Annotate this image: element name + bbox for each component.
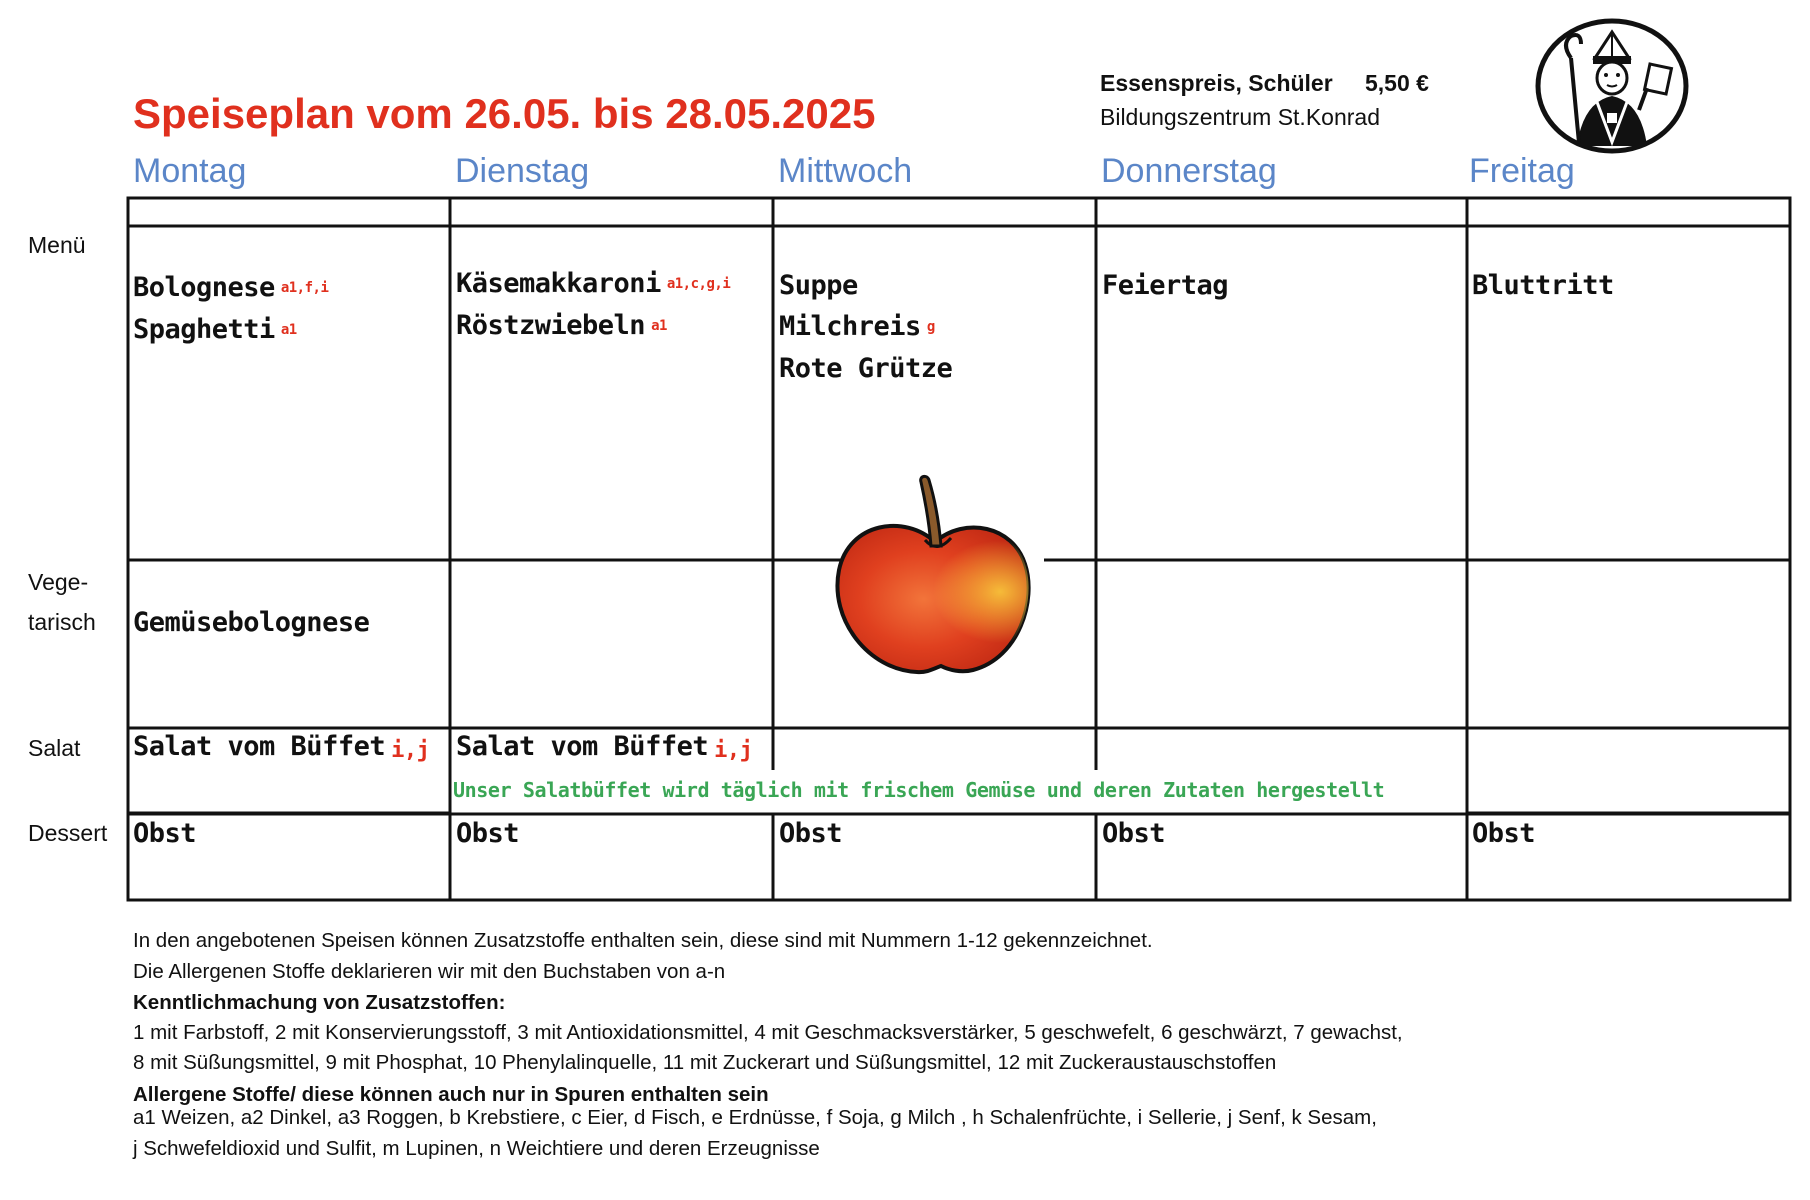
day-header-thursday: Donnerstag [1101, 152, 1277, 190]
dessert-tue: Obst [456, 818, 520, 849]
dessert-mon: Obst [133, 818, 197, 849]
dish-name: Milchreis [779, 311, 921, 342]
footer-line-7: a1 Weizen, a2 Dinkel, a3 Roggen, b Krebstiere, c Eier, d Fisch, e Erdnüsse, f Soja, g Milch , h Schalenfrüchte, i Sellerie, j Senf, k Sesam, [133, 1106, 1377, 1129]
menu-tue-item-2 [456, 310, 667, 341]
page-title: Speiseplan vom 26.05. bis 28.05.2025 [133, 90, 876, 137]
dish-name: Käsemakkaroni [456, 268, 661, 299]
salad-buffet-note: Unser Salatbüffet wird täglich mit frischem Gemüse und deren Zutaten hergestellt [453, 778, 1385, 802]
apple-illustration [825, 470, 1045, 680]
dish-name: Salat vom Büffet [456, 731, 709, 762]
allergen-tag: a1 [280, 322, 297, 338]
menu-fri-item-1: Bluttritt [1472, 270, 1614, 301]
day-header-friday: Freitag [1469, 152, 1575, 190]
price-value: 5,50 € [1365, 70, 1429, 96]
footer-line-1: In den angebotenen Speisen können Zusatzstoffe enthalten sein, diese sind mit Nummern 1-12 gekennzeichnet. [133, 929, 1153, 952]
dessert-fri: Obst [1472, 818, 1536, 849]
allergen-tag: g [926, 319, 935, 335]
allergen-tag: a1,f,i [280, 280, 329, 296]
dish-name: Suppe [779, 270, 858, 301]
menu-wed-item-1 [779, 270, 858, 301]
menu-tue-item-1 [456, 268, 730, 299]
dish-name: Röstzwiebeln [456, 310, 646, 341]
row-label-vegetarian-2: tarisch [28, 609, 96, 635]
menu-mon-item-2 [133, 314, 297, 345]
day-header-tuesday: Dienstag [455, 152, 590, 190]
dish-name: Spaghetti [133, 314, 275, 345]
allergen-tag: a1 [651, 318, 667, 334]
menu-wed-item-3 [779, 353, 952, 384]
vegetarian-mon: Gemüsebolognese [133, 607, 370, 638]
footer-heading-additives: Kenntlichmachung von Zusatzstoffen: [133, 991, 506, 1014]
footer-line-8: j Schwefeldioxid und Sulfit, m Lupinen, n Weichtiere und deren Erzeugnisse [133, 1137, 820, 1160]
dish-name: Bolognese [133, 272, 275, 303]
footer-line-5: 8 mit Süßungsmittel, 9 mit Phosphat, 10 Phenylalinquelle, 11 mit Zuckerart und Süßungsmittel, 12 mit Zuckeraustauschstoffen [133, 1051, 1277, 1074]
dish-name: Salat vom Büffet [133, 731, 386, 762]
dessert-wed: Obst [779, 818, 843, 849]
saint-seal-logo [1535, 18, 1689, 154]
row-label-menu: Menü [28, 232, 86, 258]
institution-name: Bildungszentrum St.Konrad [1100, 104, 1380, 130]
salad-mon [133, 731, 429, 763]
allergen-tag: i,j [714, 738, 753, 763]
row-label-dessert: Dessert [28, 820, 108, 846]
allergen-tag: a1,c,g,i [666, 276, 731, 292]
menu-thu-item-1: Feiertag [1102, 270, 1229, 301]
row-label-salad: Salat [28, 735, 81, 761]
allergen-tag: i,j [391, 738, 430, 763]
footer-heading-allergens: Allergene Stoffe/ diese können auch nur in Spuren enthalten sein [133, 1083, 769, 1106]
menu-wed-item-2 [779, 311, 935, 342]
dessert-thu: Obst [1102, 818, 1166, 849]
menu-mon-item-1 [133, 272, 328, 303]
day-header-monday: Montag [133, 152, 247, 190]
price-label: Essenspreis, Schüler [1100, 70, 1333, 96]
salad-tue [456, 731, 752, 763]
footer-line-2: Die Allergenen Stoffe deklarieren wir mit den Buchstaben von a-n [133, 960, 726, 983]
dish-name: Rote Grütze [779, 353, 953, 384]
row-label-vegetarian-1: Vege- [28, 569, 89, 595]
footer-line-4: 1 mit Farbstoff, 2 mit Konservierungsstoff, 3 mit Antioxidationsmittel, 4 mit Geschmacksverstärker, 5 geschwefelt, 6 geschwärzt, 7 gewachst, [133, 1021, 1403, 1044]
day-header-wednesday: Mittwoch [778, 152, 913, 190]
